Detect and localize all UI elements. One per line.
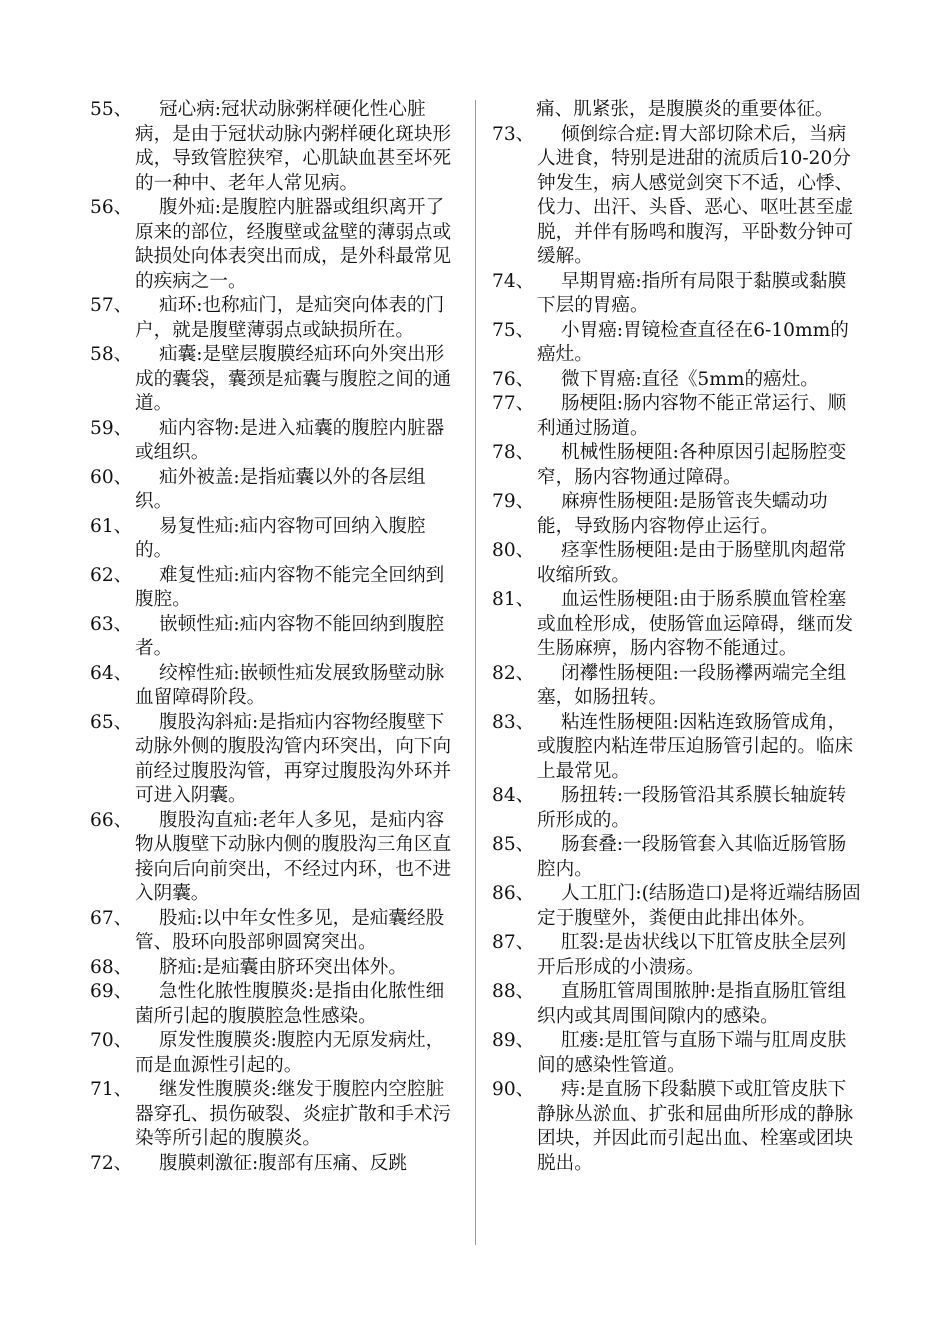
entry-text: 肠套叠:一段肠管套入其临近肠管肠腔内。 [537, 834, 847, 880]
entry-text: 肠梗阻:肠内容物不能正常运行、顺利通过肠道。 [537, 393, 847, 439]
entry-text: 闭襻性肠梗阻:一段肠襻两端完全组塞，如肠扭转。 [537, 662, 847, 708]
definition-entry [90, 1078, 462, 1152]
column-divider [475, 100, 476, 1245]
entry-text: 腹外疝:是腹腔内脏器或组织离开了原来的部位，经腹壁或盆壁的薄弱点或缺损处向体表突出而成，是外科最常见的疾病之一。 [135, 197, 452, 292]
definition-entry [90, 515, 462, 564]
entry-text: 难复性疝:疝内容物不能完全回纳到腹腔。 [135, 564, 445, 610]
entry-text: 腹股沟斜疝:是指疝内容物经腹壁下动脉外侧的腹股沟管内环突出，向下向前经过腹股沟管，再穿过腹股沟外环并可进入阴囊。 [135, 711, 452, 806]
entry-text: 痉挛性肠梗阻:是由于肠壁肌肉超常收缩所致。 [537, 540, 847, 586]
entry-number: 60、 [90, 466, 133, 488]
entry-number: 79、 [492, 491, 535, 512]
entry-text: 麻痹性肠梗阻:是肠管丧失蠕动功能，导致肠内容物停止运行。 [537, 491, 828, 537]
definition-entry-continuation [492, 98, 864, 123]
entry-text: 易复性疝:疝内容物可回纳入腹腔的。 [135, 515, 426, 561]
entry-number: 87、 [492, 932, 535, 953]
entry-text: 人工肛门:(结肠造口)是将近端结肠固定于腹壁外，粪便由此排出体外。 [537, 883, 861, 929]
entry-number: 89、 [492, 1030, 535, 1051]
definition-entry [492, 368, 864, 393]
definition-entry [492, 1029, 864, 1078]
entry-number: 86、 [492, 883, 535, 904]
definition-entry [492, 931, 864, 980]
definition-entry [492, 588, 864, 662]
definition-entry [90, 809, 462, 907]
definition-entry [492, 539, 864, 588]
entry-text: 绞榨性疝:嵌顿性疝发展致肠壁动脉血留障碍阶段。 [135, 662, 445, 708]
entry-text: 血运性肠梗阻:由于肠系膜血管栓塞或血栓形成，使肠管血运障碍，继而发生肠麻痹，肠内容物不能通过。 [537, 589, 854, 659]
entry-number: 70、 [90, 1030, 133, 1051]
entry-text: 疝囊:是壁层腹膜经疝环向外突出形成的囊袋，囊颈是疝囊与腹腔之间的通道。 [135, 344, 452, 414]
definition-entry [90, 613, 462, 662]
entry-number: 57、 [90, 295, 133, 316]
definition-entry [90, 662, 462, 711]
entry-number: 76、 [492, 368, 535, 390]
entry-text: 小胃癌:胃镜检查直径在6-10mm的癌灶。 [537, 319, 849, 365]
entry-number: 74、 [492, 270, 535, 292]
entry-number: 72、 [90, 1152, 133, 1174]
entry-text: 痔:是直肠下段黏膜下或肛管皮肤下静脉丛淤血、扩张和屈曲所形成的静脉团块，并因此而引起出血、栓塞或团块脱出。 [537, 1079, 854, 1174]
entry-text: 脐疝:是疝囊由脐环突出体外。 [159, 956, 407, 978]
entry-text: 继发性腹膜炎:继发于腹腔内空腔脏器穿孔、损伤破裂、炎症扩散和手术污染等所引起的腹膜炎。 [135, 1079, 452, 1149]
entry-number: 90、 [492, 1079, 535, 1100]
definition-entry [492, 1078, 864, 1176]
definition-entry [90, 417, 462, 466]
definition-entry [90, 907, 462, 956]
entry-number: 69、 [90, 981, 133, 1002]
entry-number: 82、 [492, 662, 535, 684]
entry-text: 原发性腹膜炎:腹腔内无原发病灶，而是血源性引起的。 [135, 1030, 445, 1076]
entry-text: 疝外被盖:是指疝囊以外的各层组织。 [135, 466, 426, 512]
definition-entry [90, 466, 462, 515]
entry-number: 84、 [492, 785, 535, 806]
left-column [90, 98, 462, 1176]
entry-text: 急性化脓性腹膜炎:是指由化脓性细菌所引起的腹膜腔急性感染。 [135, 981, 445, 1027]
definition-entry [90, 956, 462, 981]
definition-entry [492, 319, 864, 368]
entry-text: 疝环:也称疝门，是疝突向体表的门户，就是腹壁薄弱点或缺损所在。 [135, 295, 445, 341]
entry-number: 68、 [90, 956, 133, 978]
definition-entry [90, 711, 462, 809]
entry-text: 微下胃癌:直径《5mm的癌灶。 [561, 368, 819, 390]
entry-number: 75、 [492, 319, 535, 341]
entry-text: 嵌顿性疝:疝内容物不能回纳到腹腔者。 [135, 613, 445, 659]
entry-number: 55、 [90, 99, 133, 120]
entry-text: 直肠肛管周围脓肿:是指直肠肛管组织内或其周围间隙内的感染。 [537, 981, 847, 1027]
entry-text: 肠扭转:一段肠管沿其系膜长轴旋转所形成的。 [537, 785, 847, 831]
entry-text: 腹膜刺激征:腹部有压痛、反跳 [159, 1152, 407, 1174]
definition-entry [492, 490, 864, 539]
entry-number: 58、 [90, 344, 133, 365]
entry-text: 倾倒综合症:胃大部切除术后，当病人进食，特别是进甜的流质后10-20分钟发生，病人感觉剑突下不适，心悸、伐力、出汗、头昏、恶心、呕吐甚至虚脱，并伴有肠鸣和腹泻，平卧数分钟可缓解。 [537, 123, 854, 267]
definition-entry [90, 1029, 462, 1078]
entry-text: 早期胃癌:指所有局限于黏膜或黏膜下层的胃癌。 [537, 270, 847, 316]
entry-number: 64、 [90, 662, 133, 684]
entry-number: 61、 [90, 515, 133, 537]
definition-entry [492, 123, 864, 270]
definition-entry [90, 196, 462, 294]
right-column [492, 98, 864, 1176]
entry-number: 77、 [492, 393, 535, 414]
definition-entry [90, 98, 462, 196]
definition-entry [492, 711, 864, 785]
entry-number: 71、 [90, 1079, 133, 1100]
definition-entry [492, 441, 864, 490]
definition-entry [90, 343, 462, 417]
entry-text: 肛裂:是齿状线以下肛管皮肤全层列开后形成的小溃疡。 [537, 932, 847, 978]
entry-number: 85、 [492, 834, 535, 855]
entry-text: 腹股沟直疝:老年人多见，是疝内容物从腹壁下动脉内侧的腹股沟三角区直接向后向前突出，不经过内环，也不进入阴囊。 [135, 809, 452, 904]
entry-number: 83、 [492, 711, 535, 733]
entry-number: 73、 [492, 123, 535, 145]
definition-entry [90, 980, 462, 1029]
entry-text: 痛、肌紧张，是腹膜炎的重要体征。 [536, 99, 834, 120]
definition-entry [492, 270, 864, 319]
entry-text: 粘连性肠梗阻:因粘连致肠管成角，或腹腔内粘连带压迫肠管引起的。临床上最常见。 [537, 711, 854, 782]
entry-number: 66、 [90, 809, 133, 831]
entry-number: 67、 [90, 907, 133, 929]
entry-text: 机械性肠梗阻:各种原因引起肠腔变窄，肠内容物通过障碍。 [537, 442, 847, 488]
entry-text: 疝内容物:是进入疝囊的腹腔内脏器或组织。 [135, 417, 445, 463]
definition-entry [492, 662, 864, 711]
entry-text: 肛瘘:是肛管与直肠下端与肛周皮肤间的感染性管道。 [537, 1030, 847, 1076]
definition-entry [90, 1152, 462, 1177]
definition-entry [492, 392, 864, 441]
definition-entry [492, 980, 864, 1029]
definition-entry [492, 882, 864, 931]
entry-number: 80、 [492, 540, 535, 561]
entry-number: 78、 [492, 442, 535, 463]
entry-text: 股疝:以中年女性多见，是疝囊经股管、股环向股部卵圆窝突出。 [135, 907, 445, 953]
definition-entry [492, 784, 864, 833]
definition-entry [492, 833, 864, 882]
entry-number: 81、 [492, 589, 535, 610]
entry-number: 88、 [492, 981, 535, 1002]
entry-number: 56、 [90, 197, 133, 218]
definition-entry [90, 564, 462, 613]
entry-number: 62、 [90, 564, 133, 586]
entry-text: 冠心病:冠状动脉粥样硬化性心脏病，是由于冠状动脉内粥样硬化斑块形成，导致管腔狭窄，心肌缺血甚至坏死的一种中、老年人常见病。 [135, 99, 452, 194]
definition-entry [90, 294, 462, 343]
entry-number: 65、 [90, 711, 133, 733]
entry-number: 59、 [90, 417, 133, 439]
entry-number: 63、 [90, 613, 133, 635]
